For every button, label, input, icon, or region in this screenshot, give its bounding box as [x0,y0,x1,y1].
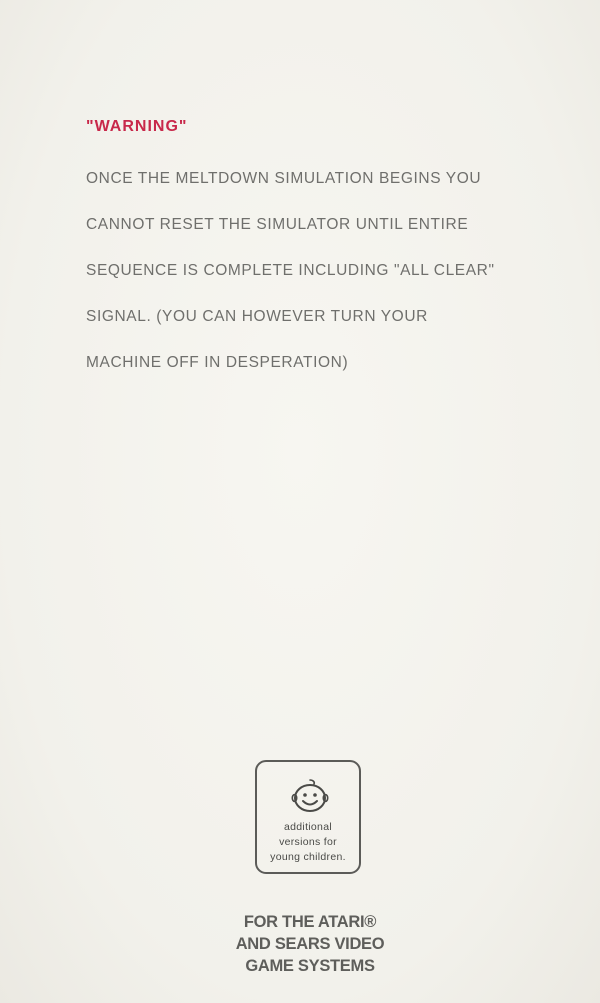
warning-line: ONCE THE MELTDOWN SIMULATION BEGINS YOU [86,170,482,187]
warning-line: MACHINE OFF IN DESPERATION) [86,354,349,371]
child-face-icon [290,776,330,816]
badge-text: additional versions for young children. [270,821,346,863]
compatible-systems-text: FOR THE ATARI® AND SEARS VIDEO GAME SYSTEMS [235,913,385,975]
warning-line: CANNOT RESET THE SIMULATOR UNTIL ENTIRE [86,216,469,233]
warning-title: "WARNING" [86,118,188,135]
young-children-badge [255,760,361,874]
warning-line: SEQUENCE IS COMPLETE INCLUDING "ALL CLEAR" [86,262,495,279]
warning-text [86,144,576,397]
warning-line: SIGNAL. (YOU CAN HOWEVER TURN YOUR [86,308,428,325]
